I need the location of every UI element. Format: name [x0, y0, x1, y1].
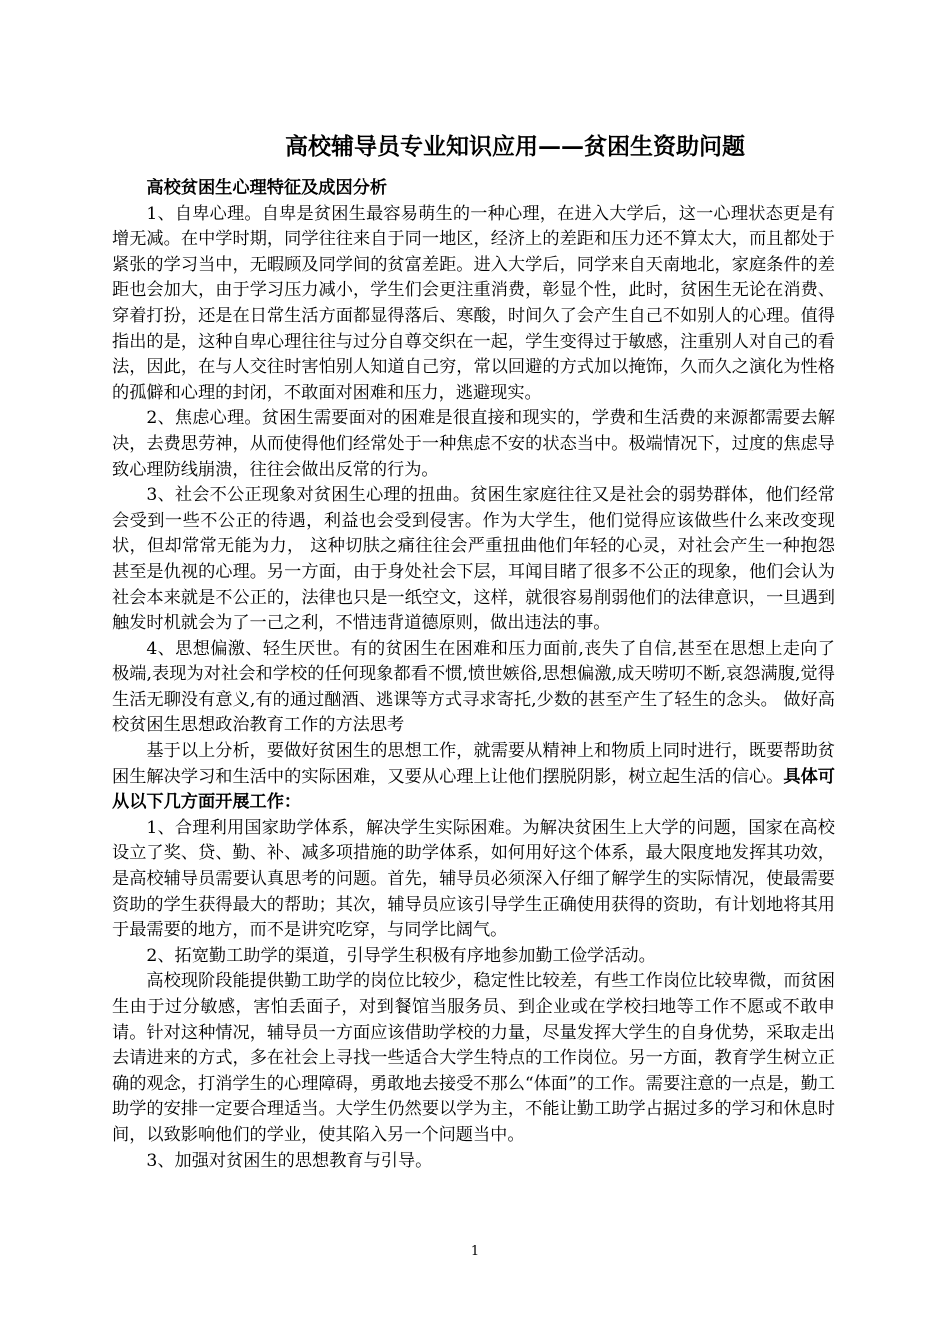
- document-body: [112, 176, 835, 1174]
- analysis-summary-text: 基于以上分析，要做好贫困生的思想工作，就需要从精神上和物质上同时进行，既要帮助贫困生解决学习和生活中的实际困难，又要从心理上让他们摆脱阴影，树立起生活的信心。: [112, 741, 835, 787]
- paragraph-work-study: 高校现阶段能提供勤工助学的岗位比较少，稳定性比较差，有些工作岗位比较卑微，而贫困生由于过分敏感，害怕丢面子，对到餐馆当服务员、到企业或在学校扫地等工作不愿或不敢申请。针对这种情况，辅导员一方面应该借助学校的力量，尽量发挥大学生的自身优势，采取走出去请进来的方式，多在社会上寻找一些适合大学生特点的工作岗位。另一方面，教育学生树立正确的观念，打消学生的心理障碍，勇敢地去接受不那么“体面”的工作。需要注意的一点是，勤工助学的安排一定要合理适当。大学生仍然要以学为主，不能让勤工助学占据过多的学习和休息时间，以致影响他们的学业，使其陷入另一个问题当中。: [112, 971, 835, 1145]
- work-directions-lead: 具体可从以下几方面开展工作：: [112, 766, 835, 813]
- paragraph-inferiority: 1、自卑心理。自卑是贫困生最容易萌生的一种心理，在进入大学后，这一心理状态更是有增无减。在中学时期，同学往往来自于同一地区，经济上的差距和压力还不算太大，而且都处于紧张的学习当中，无暇顾及同学间的贫富差距。进入大学后，同学来自天南地北，家庭条件的差距也会加大，由于学习压力减小，学生们会更注重消费，彰显个性，此时，贫困生无论在消费、穿着打扮，还是在日常生活方面都显得落后、寒酸，时间久了会产生自己不如别人的心理。值得指出的是，这种自卑心理往往与过分自尊交织在一起，学生变得过于敏感，注重别人对自己的看法，因此，在与人交往时害怕别人知道自己穷，常以回避的方式加以掩饰，久而久之演化为性格的孤僻和心理的封闭，不敢面对困难和压力，逃避现实。: [112, 203, 835, 403]
- section-heading: 高校贫困生心理特征及成因分析: [146, 178, 388, 198]
- paragraph-aid-system: 1、合理利用国家助学体系，解决学生实际困难。为解决贫困生上大学的问题，国家在高校设立了奖、贷、勤、补、减多项措施的助学体系，如何用好这个体系，最大限度地发挥其功效，是高校辅导员需要认真思考的问题。首先，辅导员必须深入仔细了解学生的实际情况，使最需要资助的学生获得最大的帮助；其次，辅导员应该引导学生正确使用获得的资助，有计划地将其用于最需要的地方，而不是讲究吃穿，与同学比阔气。: [112, 817, 835, 941]
- page-number: 1: [470, 1244, 480, 1259]
- paragraph-work-study-heading: 2、拓宽勤工助学的渠道，引导学生积极有序地参加勤工俭学活动。: [146, 945, 656, 966]
- paragraph-anxiety: 2、焦虑心理。贫困生需要面对的困难是很直接和现实的，学费和生活费的来源都需要去解决，去费思劳神，从而使得他们经常处于一种焦虑不安的状态当中。极端情况下，过度的焦虑导致心理防线崩溃，往往会做出反常的行为。: [112, 408, 835, 480]
- paragraph-social-injustice: 3、社会不公正现象对贫困生心理的扭曲。贫困生家庭往往又是社会的弱势群体，他们经常会受到一些不公正的待遇，利益也会受到侵害。作为大学生，他们觉得应该做些什么来改变现状，但却常常无能为力， 这种切肤之痛往往会严重扭曲他们年轻的心灵，对社会产生一种抱怨甚至是仇视的心理。另一方面，由于身处社会下层，耳闻目睹了很多不公正的现象，他们会认为社会本来就是不公正的，法律也只是一纸空文，这样，就很容易削弱他们的法律意识，一旦遇到触发时机就会为了一己之利，不惜违背道德原则，做出违法的事。: [112, 485, 835, 634]
- paragraph-education-guidance: 3、加强对贫困生的思想教育与引导。: [146, 1150, 433, 1171]
- paragraph-extreme-thoughts: 4、思想偏激、轻生厌世。有的贫困生在困难和压力面前,丧失了自信,甚至在思想上走向了极端,表现为对社会和学校的任何现象都看不惯,愤世嫉俗,思想偏激,成天唠叨不断,哀怨满腹,觉得生活无聊没有意义,有的通过酗酒、逃课等方式寻求寄托,少数的甚至产生了轻生的念头。 做好高校贫困生思想政治教育工作的方法思考: [112, 638, 835, 736]
- paragraph-analysis-summary: [112, 739, 835, 816]
- page-title: 高校辅导员专业知识应用——贫困生资助问题: [285, 133, 745, 160]
